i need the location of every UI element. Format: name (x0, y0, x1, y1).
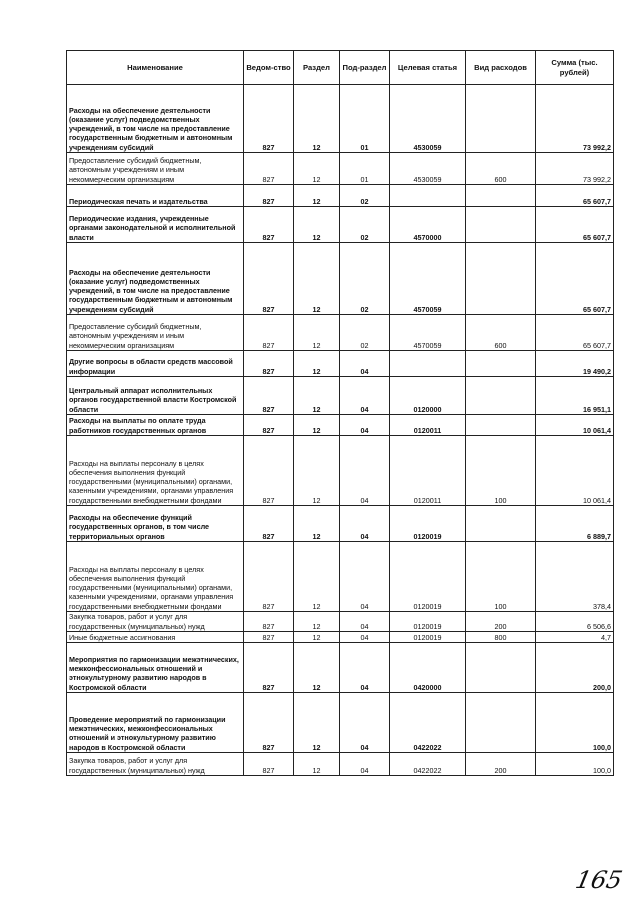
cell-subsection: 01 (340, 153, 390, 185)
cell-subsection: 04 (340, 632, 390, 643)
column-header-section: Раздел (294, 51, 340, 85)
column-header-sum: Сумма (тыс. рублей) (536, 51, 614, 85)
column-header-name: Наименование (67, 51, 244, 85)
cell-name: Расходы на выплаты персоналу в целях обеспечения выполнения функций государственными (муниципальными) органами, казенными учреждениями, органами управления государственными внебюджетными фондами (67, 542, 244, 612)
cell-sum: 65 607,7 (536, 207, 614, 243)
cell-subsection: 04 (340, 753, 390, 776)
cell-sum: 100,0 (536, 693, 614, 753)
cell-kind (466, 693, 536, 753)
cell-kind: 200 (466, 753, 536, 776)
cell-dept: 827 (244, 415, 294, 436)
cell-name: Расходы на обеспечение деятельности (оказание услуг) подведомственных учреждений, в том числе на предоставление государственным бюджетным и автономным учреждениям субсидий (67, 243, 244, 315)
cell-section: 12 (294, 315, 340, 351)
cell-name: Мероприятия по гармонизации межэтнических, межконфессиональных отношений и этнокультурному развитию народов в Костромской области (67, 643, 244, 693)
cell-name: Периодические издания, учрежденные органами законодательной и исполнительной власти (67, 207, 244, 243)
cell-section: 12 (294, 506, 340, 542)
column-header-kind: Вид расходов (466, 51, 536, 85)
cell-target: 4570059 (390, 315, 466, 351)
table-row (67, 542, 614, 612)
table-row (67, 643, 614, 693)
table-row (67, 436, 614, 506)
cell-kind: 600 (466, 315, 536, 351)
cell-section: 12 (294, 153, 340, 185)
cell-name: Расходы на обеспечение деятельности (оказание услуг) подведомственных учреждений, в том числе на предоставление государственным бюджетным и автономным учреждениям субсидий (67, 85, 244, 153)
budget-table (66, 50, 614, 776)
cell-subsection: 04 (340, 436, 390, 506)
cell-target: 0120000 (390, 377, 466, 415)
cell-section: 12 (294, 377, 340, 415)
cell-section: 12 (294, 415, 340, 436)
cell-kind (466, 207, 536, 243)
cell-sum: 378,4 (536, 542, 614, 612)
cell-target: 4530059 (390, 85, 466, 153)
cell-subsection: 04 (340, 542, 390, 612)
cell-kind (466, 506, 536, 542)
cell-section: 12 (294, 85, 340, 153)
table-row (67, 693, 614, 753)
cell-dept: 827 (244, 632, 294, 643)
cell-name: Расходы на обеспечение функций государственных органов, в том числе территориальных органов (67, 506, 244, 542)
cell-kind: 100 (466, 542, 536, 612)
cell-dept: 827 (244, 643, 294, 693)
cell-name: Предоставление субсидий бюджетным, автономным учреждениям и иным некоммерческим организациям (67, 315, 244, 351)
cell-name: Проведение мероприятий по гармонизации межэтнических, межконфессиональных отношений и этнокультурному развитию народов в Костромской области (67, 693, 244, 753)
cell-kind (466, 351, 536, 377)
cell-subsection: 02 (340, 185, 390, 207)
cell-dept: 827 (244, 153, 294, 185)
cell-dept: 827 (244, 753, 294, 776)
cell-sum: 65 607,7 (536, 185, 614, 207)
cell-name: Расходы на выплаты персоналу в целях обеспечения выполнения функций государственными (муниципальными) органами, казенными учреждениями, органами управления государственными внебюджетными фондами (67, 436, 244, 506)
cell-name: Иные бюджетные ассигнования (67, 632, 244, 643)
cell-target (390, 351, 466, 377)
table-row (67, 612, 614, 632)
cell-target: 0120019 (390, 612, 466, 632)
cell-dept: 827 (244, 506, 294, 542)
table-row (67, 753, 614, 776)
cell-subsection: 02 (340, 315, 390, 351)
cell-kind (466, 415, 536, 436)
cell-target: 0120011 (390, 436, 466, 506)
table-row (67, 153, 614, 185)
cell-sum: 100,0 (536, 753, 614, 776)
cell-kind: 100 (466, 436, 536, 506)
cell-target: 0120019 (390, 542, 466, 612)
cell-kind: 600 (466, 153, 536, 185)
cell-dept: 827 (244, 542, 294, 612)
cell-subsection: 01 (340, 85, 390, 153)
cell-subsection: 04 (340, 351, 390, 377)
cell-subsection: 04 (340, 643, 390, 693)
page-number: 165 (573, 866, 625, 894)
cell-section: 12 (294, 243, 340, 315)
table-row (67, 632, 614, 643)
cell-section: 12 (294, 542, 340, 612)
cell-section: 12 (294, 207, 340, 243)
cell-target: 0120019 (390, 632, 466, 643)
cell-sum: 73 992,2 (536, 85, 614, 153)
column-header-subsection: Под-раздел (340, 51, 390, 85)
cell-dept: 827 (244, 351, 294, 377)
cell-name: Центральный аппарат исполнительных органов государственной власти Костромской области (67, 377, 244, 415)
cell-target: 0422022 (390, 753, 466, 776)
cell-sum: 6 506,6 (536, 612, 614, 632)
table-row (67, 185, 614, 207)
cell-dept: 827 (244, 85, 294, 153)
cell-kind: 200 (466, 612, 536, 632)
table-row (67, 85, 614, 153)
cell-dept: 827 (244, 436, 294, 506)
cell-subsection: 04 (340, 377, 390, 415)
table-row (67, 506, 614, 542)
cell-dept: 827 (244, 185, 294, 207)
cell-target: 0422022 (390, 693, 466, 753)
cell-name: Закупка товаров, работ и услуг для государственных (муниципальных) нужд (67, 612, 244, 632)
cell-section: 12 (294, 612, 340, 632)
cell-sum: 65 607,7 (536, 243, 614, 315)
table-row (67, 243, 614, 315)
cell-name: Закупка товаров, работ и услуг для государственных (муниципальных) нужд (67, 753, 244, 776)
cell-sum: 65 607,7 (536, 315, 614, 351)
cell-sum: 200,0 (536, 643, 614, 693)
table-row (67, 351, 614, 377)
cell-dept: 827 (244, 612, 294, 632)
cell-name: Предоставление субсидий бюджетным, автономным учреждениям и иным некоммерческим организациям (67, 153, 244, 185)
table-body (67, 85, 614, 776)
cell-section: 12 (294, 643, 340, 693)
cell-subsection: 04 (340, 693, 390, 753)
cell-kind (466, 377, 536, 415)
cell-sum: 10 061,4 (536, 415, 614, 436)
table-row (67, 415, 614, 436)
cell-section: 12 (294, 632, 340, 643)
cell-target: 4570059 (390, 243, 466, 315)
cell-name: Расходы на выплаты по оплате труда работников государственных органов (67, 415, 244, 436)
table-row (67, 207, 614, 243)
cell-section: 12 (294, 693, 340, 753)
cell-section: 12 (294, 753, 340, 776)
cell-section: 12 (294, 185, 340, 207)
cell-kind (466, 643, 536, 693)
table-row (67, 315, 614, 351)
cell-section: 12 (294, 351, 340, 377)
cell-subsection: 02 (340, 207, 390, 243)
cell-sum: 6 889,7 (536, 506, 614, 542)
cell-subsection: 04 (340, 612, 390, 632)
cell-subsection: 02 (340, 243, 390, 315)
cell-target (390, 185, 466, 207)
cell-name: Другие вопросы в области средств массовой информации (67, 351, 244, 377)
table-row (67, 377, 614, 415)
cell-target: 0120011 (390, 415, 466, 436)
cell-section: 12 (294, 436, 340, 506)
cell-dept: 827 (244, 315, 294, 351)
cell-target: 4530059 (390, 153, 466, 185)
cell-sum: 4,7 (536, 632, 614, 643)
cell-target: 0420000 (390, 643, 466, 693)
cell-sum: 19 490,2 (536, 351, 614, 377)
cell-kind (466, 85, 536, 153)
cell-dept: 827 (244, 207, 294, 243)
column-header-target: Целевая статья (390, 51, 466, 85)
cell-kind (466, 243, 536, 315)
cell-dept: 827 (244, 377, 294, 415)
cell-dept: 827 (244, 693, 294, 753)
cell-kind: 800 (466, 632, 536, 643)
cell-name: Периодическая печать и издательства (67, 185, 244, 207)
table-header-row (67, 51, 614, 85)
cell-subsection: 04 (340, 415, 390, 436)
cell-subsection: 04 (340, 506, 390, 542)
cell-sum: 10 061,4 (536, 436, 614, 506)
cell-sum: 73 992,2 (536, 153, 614, 185)
column-header-dept: Ведом-ство (244, 51, 294, 85)
cell-kind (466, 185, 536, 207)
cell-target: 0120019 (390, 506, 466, 542)
cell-target: 4570000 (390, 207, 466, 243)
cell-sum: 16 951,1 (536, 377, 614, 415)
cell-dept: 827 (244, 243, 294, 315)
